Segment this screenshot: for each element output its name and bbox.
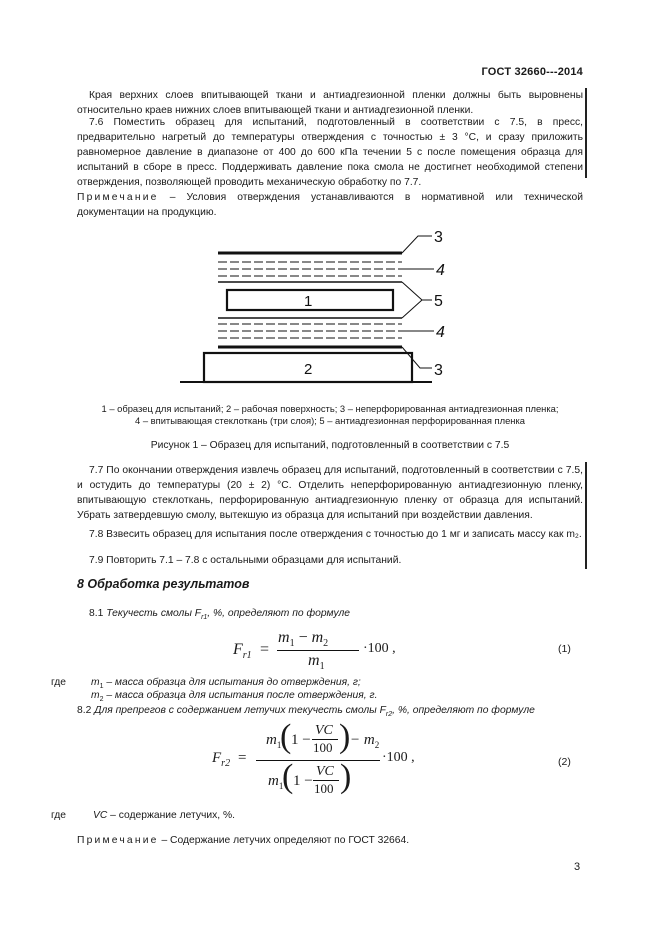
where-label-1: где [51, 677, 67, 688]
equation-1-number: (1) [558, 643, 571, 655]
figure-caption: Рисунок 1 – Образец для испытаний, подготовленный в соответствии с 7.5 [150, 440, 510, 451]
paragraph-7-9: 7.9 Повторить 7.1 – 7.8 с остальными образцами для испытаний. [89, 555, 402, 566]
eq1-numerator: $m_1 - m_2$ [278, 629, 329, 650]
eq2-den-one: 1 − [293, 773, 313, 789]
eq2-lhs: $F_{r2}$ [212, 750, 231, 769]
label-sample: 1 [304, 293, 313, 310]
note-1 [77, 190, 583, 220]
paragraph-8-1 [89, 606, 583, 625]
callout-5: 5 [434, 293, 443, 310]
note-text: – Содержание летучих определяют по ГОСТ 32664. [158, 835, 410, 846]
para-text: Для препрегов с содержанием летучих текучесть смолы F [94, 705, 386, 716]
eq1-denominator: $m_1$ [308, 652, 325, 673]
eq2-num-100: 100 [313, 740, 333, 755]
eq2-tail: ·100 , [382, 750, 415, 765]
paragraph-7-8: 7.8 Взвесить образец для испытания после отверждения с точностью до 1 мг и записать массу как m₂. [89, 529, 582, 540]
callout-3-bottom: 3 [434, 362, 443, 379]
paren-open: ( [282, 758, 294, 795]
paragraph-7-6: 7.6 Поместить образец для испытаний, подготовленный в соответствии с 7.5, в пресс, предварительно нагретый до температуры отверждения с точностью ± 3 °С, и сразу приложить равномерное давление в диапазоне от 400 до 600 кПа течении 5 с после помещения образца для испытаний в сборе в пресс. Поддерживать давление пока смола не достигнет необходимой степени отверждения, позволяющей проводить механическую обработку по 7.7. [77, 117, 583, 188]
para-num: 8.1 [89, 608, 107, 619]
paragraph: Края верхних слоев впитывающей ткани и антиадгезионной пленки должны быть выровнены относительно краев нижних слоев впитывающей ткани и антиадгезионной пленки. [77, 90, 583, 116]
leader-5-bottom [402, 300, 422, 318]
fraction-bar [277, 650, 359, 651]
main-fraction-bar [256, 760, 380, 761]
eq2-num-one: 1 − [291, 732, 311, 748]
where-vc: VC – содержание летучих, %. [93, 810, 236, 821]
section-8-heading: 8 Обработка результатов [77, 577, 250, 591]
eq1-lhs: $F_{r1}$ [233, 641, 252, 662]
note-label: Примечание [77, 835, 159, 846]
para-text: , %, определяют по формуле [207, 608, 351, 619]
note-2 [77, 835, 409, 846]
figure-legend-line-1: 1 – образец для испытаний; 2 – рабочая поверхность; 3 – неперфорированная антиадгезионная пленка; [101, 403, 559, 414]
callout-3-top: 3 [434, 229, 443, 246]
where-m1: $m_1$ – масса образца для испытания до отверждения, г; [91, 677, 361, 691]
para-sub: r1 [201, 614, 208, 622]
where-m2: $m_2$ – масса образца для испытания после отверждения, г. [91, 690, 378, 704]
note-label: Примечание [77, 192, 159, 203]
figure-legend-line-2: 4 – впитывающая стеклоткань (три слоя); 5 – антиадгезионная перфорированная пленка [135, 415, 525, 426]
para-text: , %, определяют по формуле [392, 705, 535, 716]
eq2-den-m1: $m_1$ [268, 773, 284, 791]
document-header: ГОСТ 32660---2014 [481, 66, 583, 78]
para-num: 8.2 [77, 705, 95, 716]
eq2-num-vc: VC [315, 723, 333, 738]
eq2-den-100: 100 [314, 781, 334, 796]
leader-3-bottom [402, 347, 432, 368]
para-sub: r2 [385, 711, 393, 719]
paren-open: ( [280, 718, 292, 755]
eq1-tail: ·100 , [363, 641, 396, 656]
note-text: – Условия отверждения устанавливаются в нормативной или технической документации на продукцию. [77, 192, 583, 218]
label-work-surface: 2 [304, 361, 313, 378]
callout-4-top: 4 [436, 262, 445, 279]
leader-3-top [402, 236, 432, 253]
paren-close: ) [339, 718, 351, 755]
equation-2: $F_{r2}$ = $m_1$ ( 1 − VC 100 ) − $m_2$ $m_1$ ( 1 − VC 100 ) ·100 , [212, 718, 415, 796]
para-text: Текучесть смолы F [106, 608, 202, 619]
leader-5-top [402, 282, 432, 300]
page-number: 3 [574, 861, 581, 873]
paren-close: ) [340, 758, 352, 795]
eq2-num-m1: $m_1$ [266, 732, 282, 750]
margin-rule [585, 462, 587, 569]
eq2-den-vc: VC [316, 764, 334, 779]
margin-rule [585, 88, 587, 178]
paragraph-7-7: 7.7 По окончании отверждения извлечь образец для испытаний, подготовленный в соответствии с 7.5, и остудить до температуры (20 ± 2) °С. Отделить неперфорированную антиадгезионную пленку, впитывающую стеклоткань, перфорированную антиадгезионную пленку от образца для испытаний. Убрать затвердевшую смолу, вытекшую из образца для испытаний при воздействии давления. [77, 465, 583, 521]
equation-1: $F_{r1}$ = $m_1 - m_2$ $m_1$ ·100 , [233, 629, 396, 673]
callout-4-bottom: 4 [436, 324, 445, 341]
equation-2-number: (2) [558, 756, 571, 768]
figure-1-diagram [170, 220, 470, 390]
eq2-num-minus-m2: − $m_2$ [350, 732, 380, 750]
where-label-2: где [51, 810, 67, 821]
